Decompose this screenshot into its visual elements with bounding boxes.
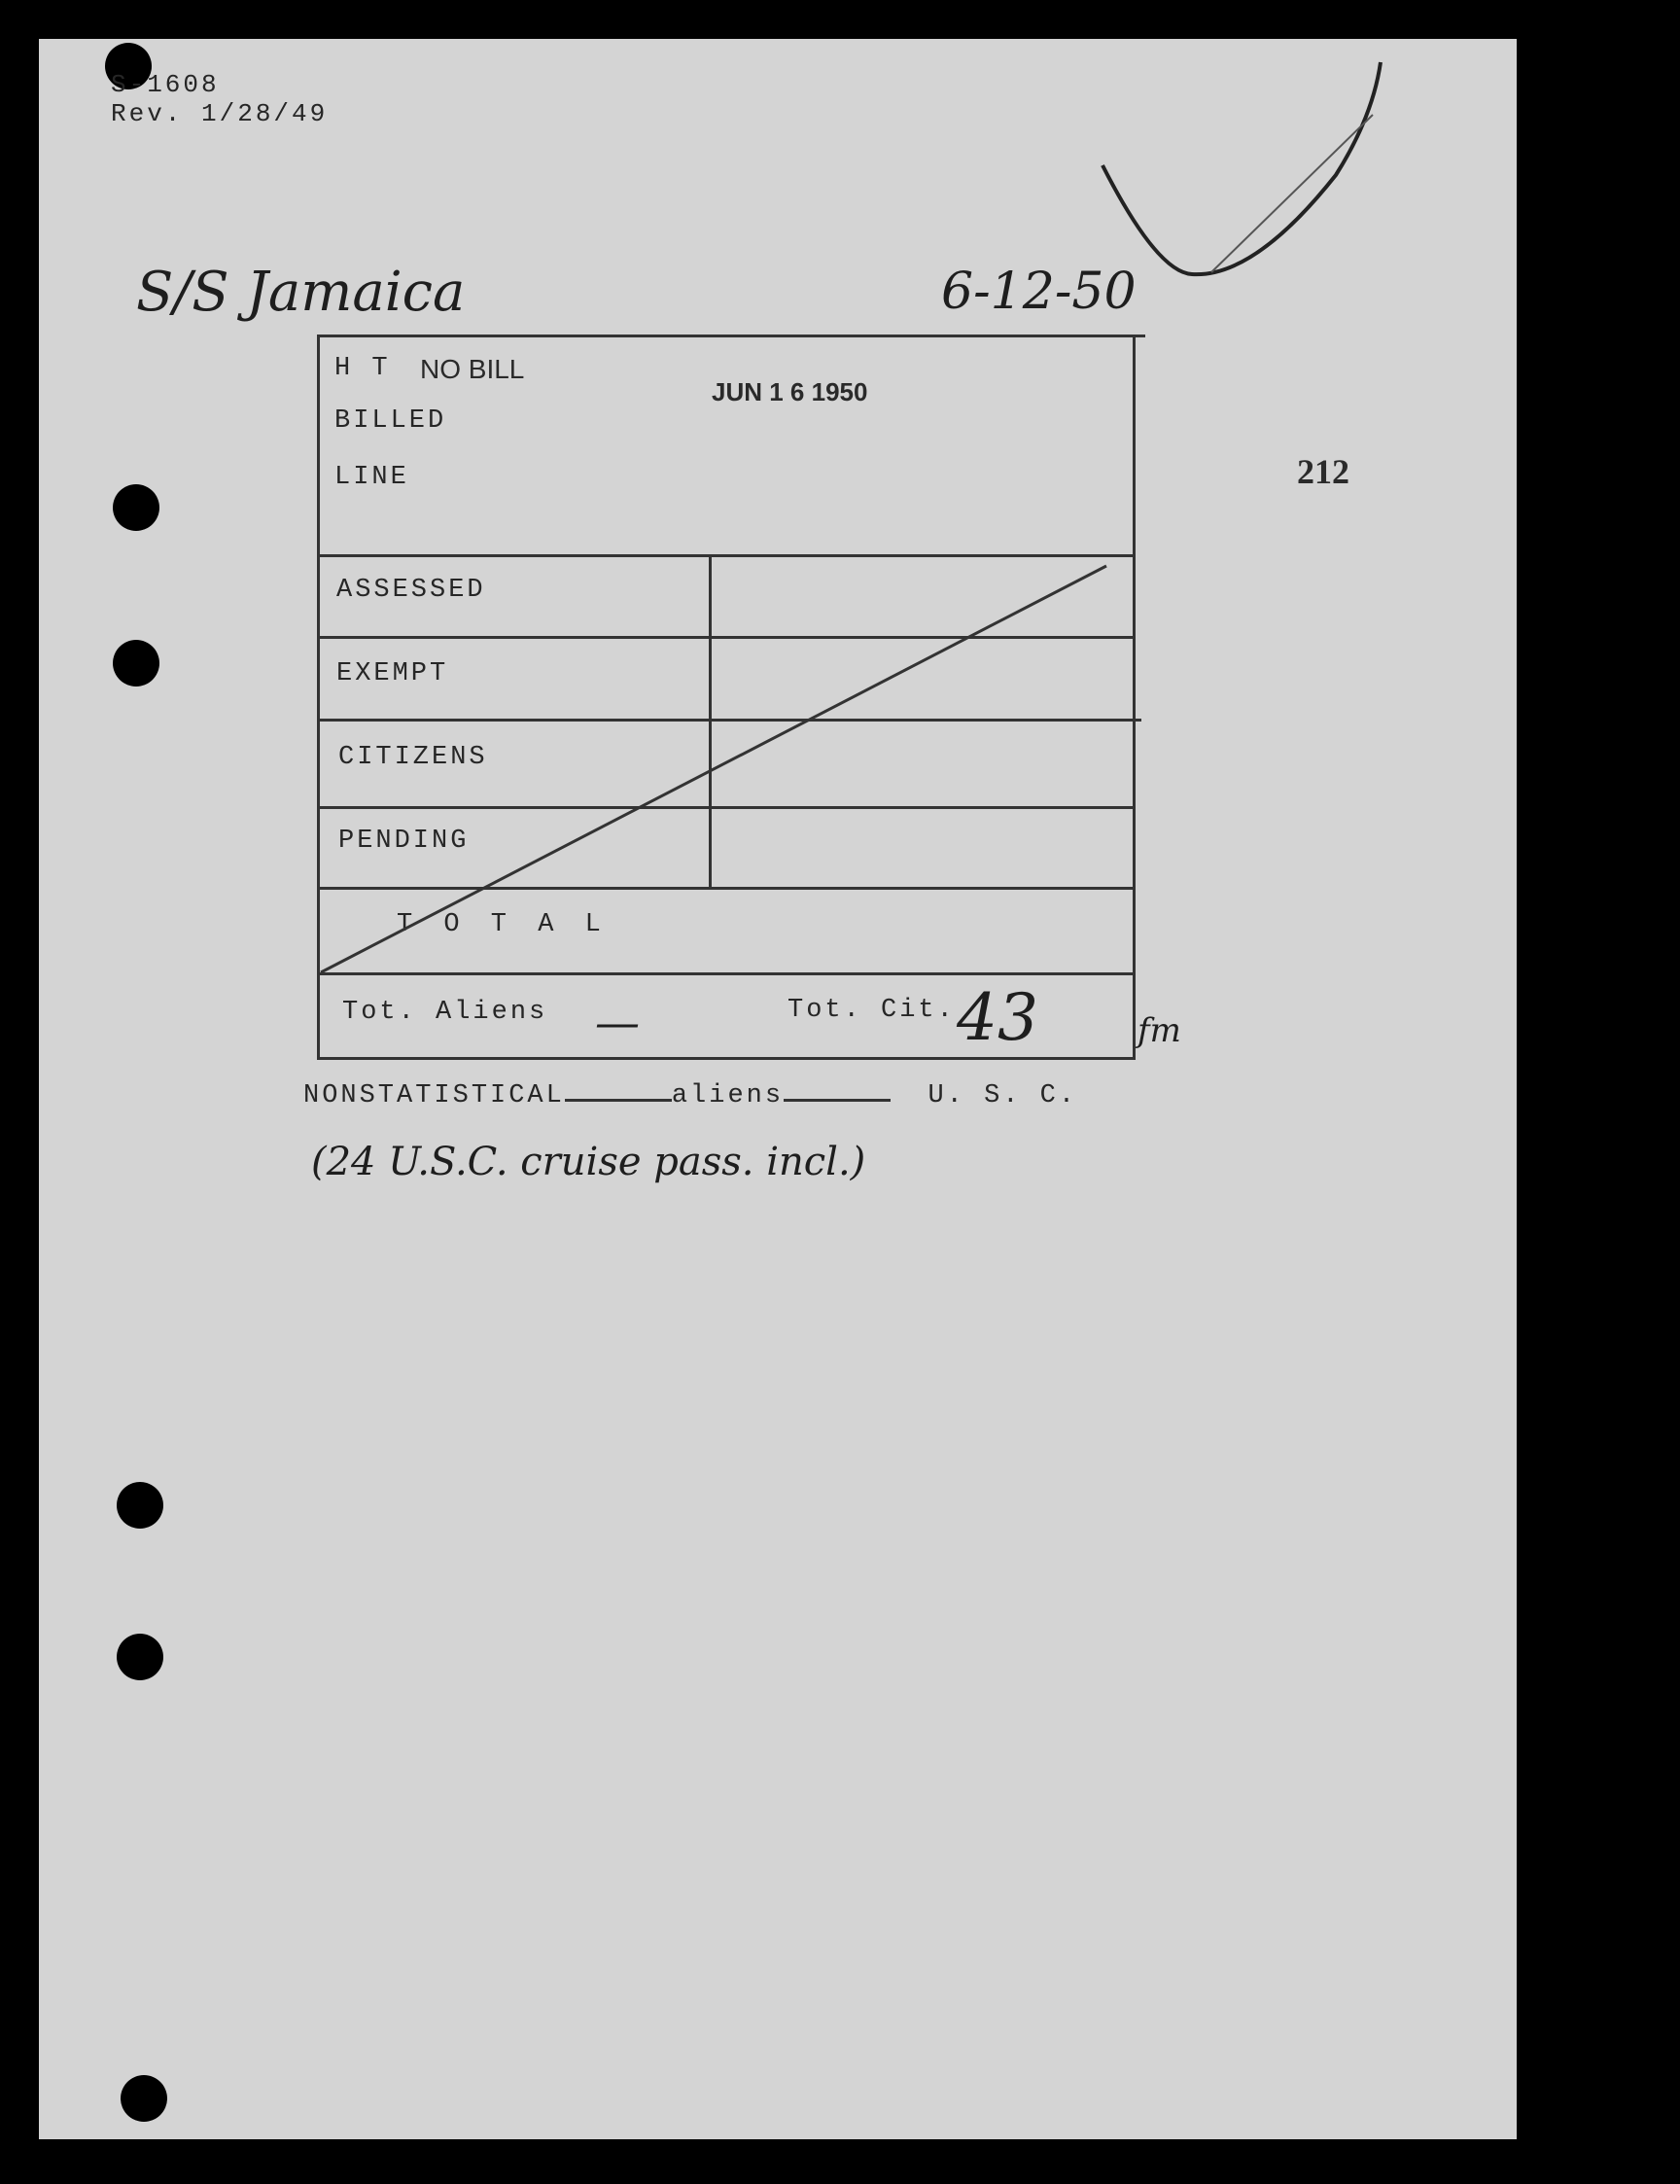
header-ht: H T xyxy=(334,354,391,383)
usc-label: U. S. C. xyxy=(928,1081,1078,1110)
header-line: LINE xyxy=(334,463,409,492)
ship-name: S/S Jamaica xyxy=(136,261,466,324)
row-pending: PENDING xyxy=(338,827,470,856)
date-stamp: JUN 1 6 1950 xyxy=(712,377,868,406)
header-billed: BILLED xyxy=(334,406,447,436)
total-label: T O T A L xyxy=(397,910,609,939)
tot-aliens-label: Tot. Aliens xyxy=(342,998,548,1027)
row-citizens: CITIZENS xyxy=(338,743,488,772)
form-number: S-1608 xyxy=(111,70,220,99)
check-mark-line xyxy=(1211,115,1373,272)
aliens-label: aliens xyxy=(671,1081,785,1110)
no-bill-stamp: NO BILL xyxy=(420,354,525,384)
form-revision: Rev. 1/28/49 xyxy=(111,99,329,128)
handwritten-date: 6-12-50 xyxy=(941,263,1137,321)
tot-cit-value: 43 xyxy=(957,980,1038,1055)
nonstatistical-label: NONSTATISTICAL xyxy=(303,1081,565,1110)
tot-aliens-dash: — xyxy=(595,996,640,1048)
row-assessed: ASSESSED xyxy=(336,576,486,605)
cancel-diagonal-line xyxy=(321,566,1106,972)
row-exempt: EXEMPT xyxy=(336,659,449,688)
cruise-note: (24 U.S.C. cruise pass. incl.) xyxy=(311,1140,866,1184)
stamped-number: 212 xyxy=(1297,452,1349,491)
tot-cit-label: Tot. Cit. xyxy=(788,996,956,1025)
initials: fm xyxy=(1138,1011,1181,1050)
